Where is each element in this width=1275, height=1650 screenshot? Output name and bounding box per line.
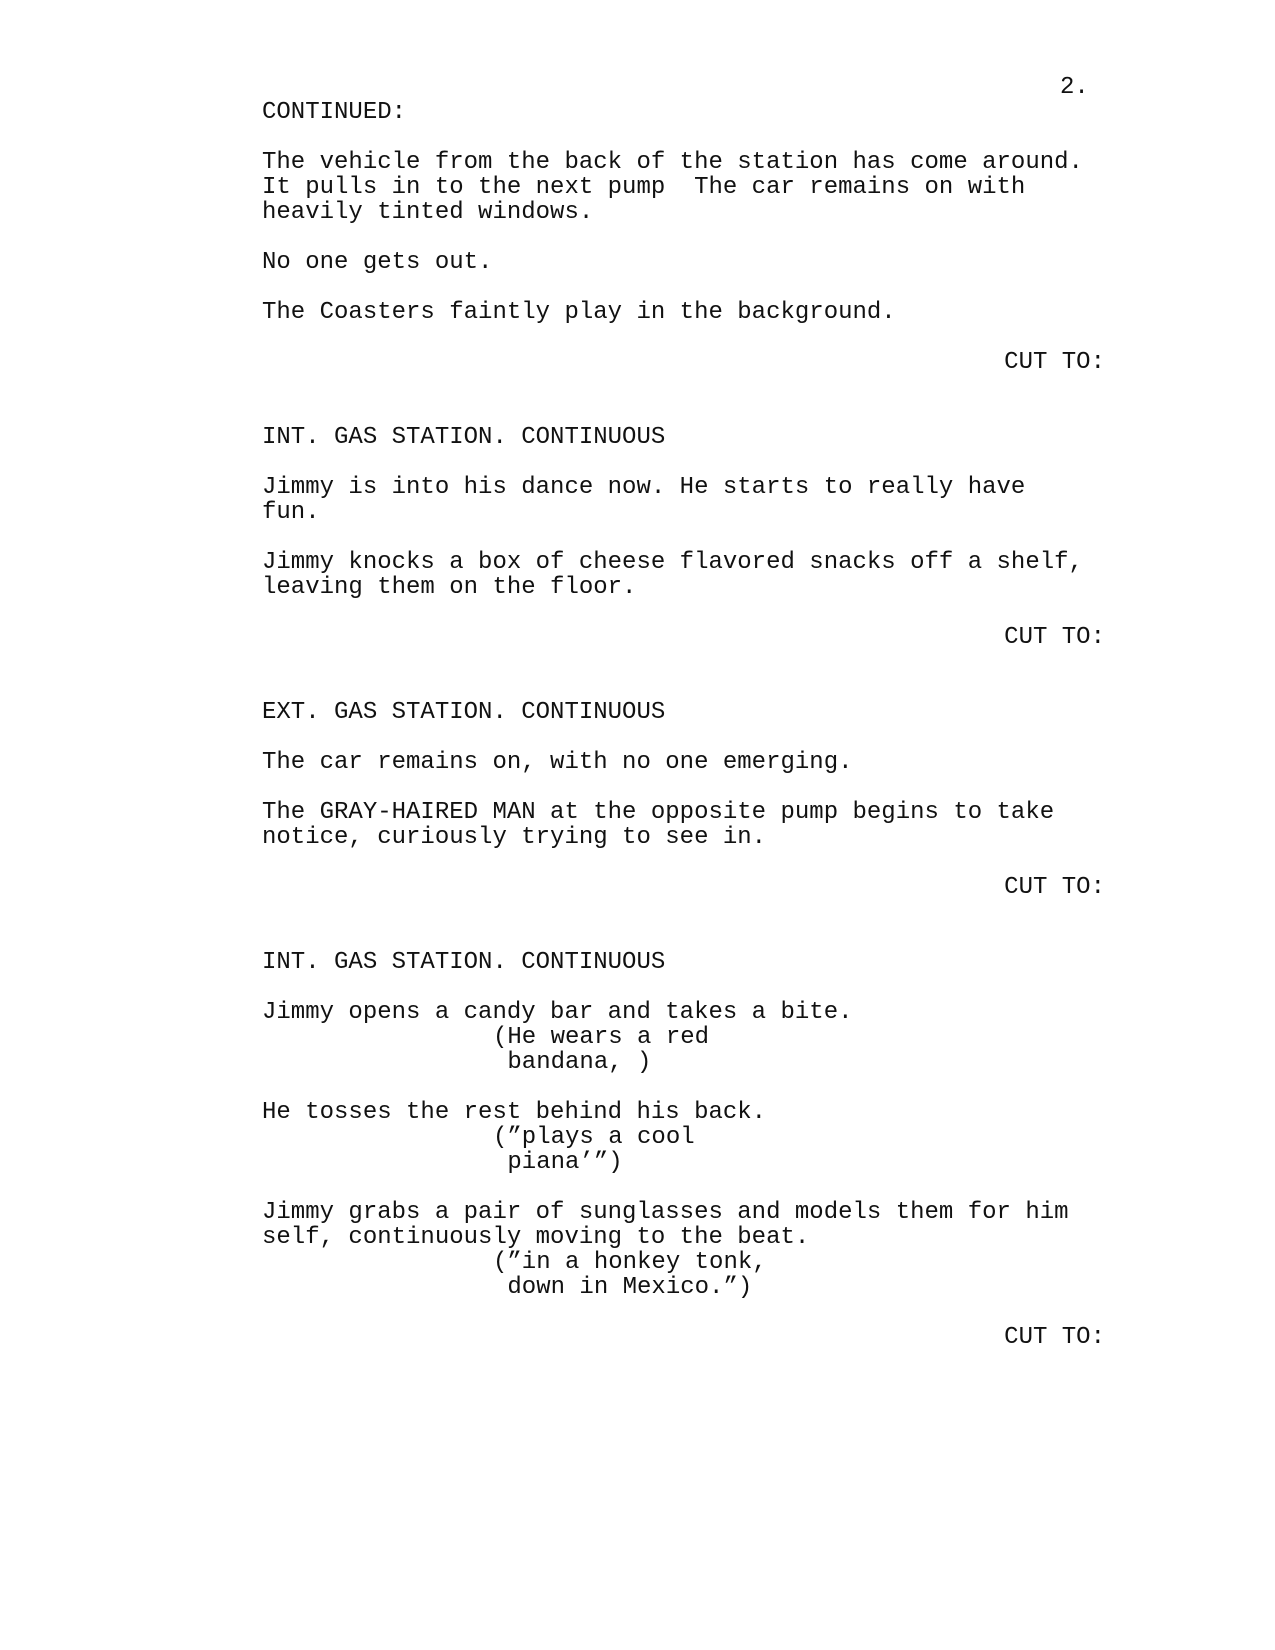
action-paragraph — [262, 150, 1112, 225]
action-paragraph — [262, 800, 1112, 850]
continued-header: CONTINUED: — [262, 99, 407, 126]
action-line: The vehicle from the back of the station has come around. — [262, 149, 1083, 176]
parenthetical-line: (”plays a cool — [493, 1124, 695, 1151]
action-line: The GRAY-HAIRED MAN at the opposite pump begins to take — [262, 799, 1055, 826]
transition-cut-to: CUT TO: — [1004, 1324, 1105, 1351]
page-number: 2. — [1060, 74, 1089, 101]
action-line: It pulls in to the next pump The car remains on with — [262, 174, 1026, 201]
parenthetical-line: piana’”) — [493, 1149, 623, 1176]
action-line: self, continuously moving to the beat. — [262, 1224, 810, 1251]
parenthetical-line: (He wears a red — [493, 1024, 710, 1051]
action-line: notice, curiously trying to see in. — [262, 824, 767, 851]
action-line: No one gets out. — [262, 249, 493, 276]
action-line: The car remains on, with no one emerging. — [262, 749, 853, 776]
action-line: Jimmy opens a candy bar and takes a bite. — [262, 999, 853, 1026]
action-line: Jimmy grabs a pair of sunglasses and models them for him — [262, 1199, 1069, 1226]
transition-cut-to: CUT TO: — [1004, 624, 1105, 651]
action-line: Jimmy knocks a box of cheese flavored snacks off a shelf, — [262, 549, 1083, 576]
action-line: leaving them on the floor. — [262, 574, 637, 601]
parenthetical-line: (”in a honkey tonk, — [493, 1249, 767, 1276]
action-line: The Coasters faintly play in the background. — [262, 299, 896, 326]
script-body — [262, 100, 1112, 1350]
transition-cut-to: CUT TO: — [1004, 349, 1105, 376]
scene-heading: INT. GAS STATION. CONTINUOUS — [262, 949, 666, 976]
action-line: heavily tinted windows. — [262, 199, 594, 226]
scene-heading: EXT. GAS STATION. CONTINUOUS — [262, 699, 666, 726]
action-paragraph — [262, 475, 1112, 525]
action-line: fun. — [262, 499, 320, 526]
scene-heading: INT. GAS STATION. CONTINUOUS — [262, 424, 666, 451]
parenthetical-line: bandana, ) — [493, 1049, 652, 1076]
action-line: Jimmy is into his dance now. He starts to really have — [262, 474, 1026, 501]
action-line: He tosses the rest behind his back. — [262, 1099, 767, 1126]
parenthetical-line: down in Mexico.”) — [493, 1274, 753, 1301]
action-paragraph — [262, 550, 1112, 600]
transition-cut-to: CUT TO: — [1004, 874, 1105, 901]
